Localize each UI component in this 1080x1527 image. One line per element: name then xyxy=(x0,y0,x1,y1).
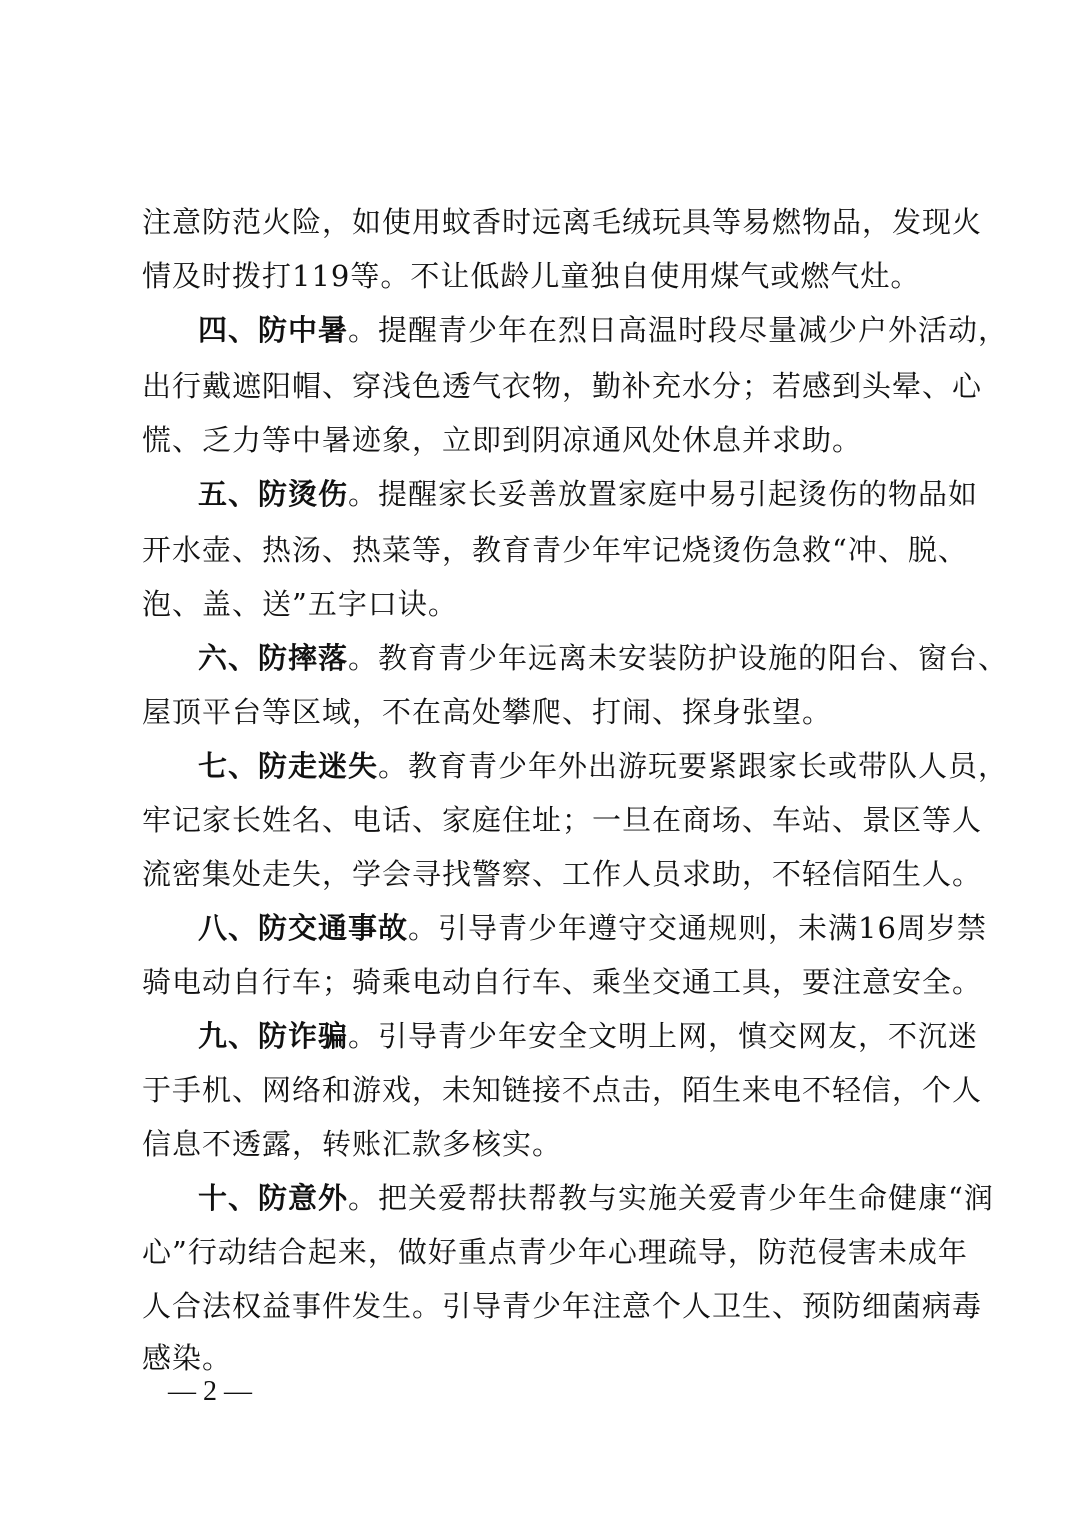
section-heading: 九、防诈骗 xyxy=(198,1019,349,1053)
section-first-line xyxy=(198,1178,994,1218)
section-first-line xyxy=(198,908,987,948)
section-first-line xyxy=(198,1016,979,1056)
body-text-line: 流密集处走失，学会寻找警察、工作人员求助，不轻信陌生人。 xyxy=(142,857,983,891)
section-first-line xyxy=(198,474,979,514)
body-text-line: 心”行动结合起来，做好重点青少年心理疏导，防范侵害未成年 xyxy=(142,1235,968,1269)
section-text: 。教育青少年外出游玩要紧跟家长或带队人员， xyxy=(378,749,1009,783)
body-text-line: 于手机、网络和游戏，未知链接不点击，陌生来电不轻信，个人 xyxy=(142,1073,983,1107)
section-heading: 十、防意外 xyxy=(198,1181,349,1215)
section-first-line xyxy=(198,746,1009,786)
page-number: — 2 — xyxy=(168,1376,252,1407)
body-text-line: 情及时拨打119等。不让低龄儿童独自使用煤气或燃气灶。 xyxy=(142,259,921,293)
section-heading: 四、防中暑 xyxy=(198,313,349,347)
section-text: 。引导青少年安全文明上网，慎交网友，不沉迷 xyxy=(348,1019,979,1053)
section-heading: 八、防交通事故 xyxy=(198,911,409,945)
body-text-line: 人合法权益事件发生。引导青少年注意个人卫生、预防细菌病毒 xyxy=(142,1289,983,1323)
body-text-line: 出行戴遮阳帽、穿浅色透气衣物，勤补充水分；若感到头晕、心 xyxy=(142,369,983,403)
section-text: 。提醒青少年在烈日高温时段尽量减少户外活动， xyxy=(348,313,1009,347)
body-text-line: 感染。 xyxy=(142,1341,233,1375)
body-text-line: 牢记家长姓名、电话、家庭住址；一旦在商场、车站、景区等人 xyxy=(142,803,983,837)
section-text: 。教育青少年远离未安装防护设施的阳台、窗台、 xyxy=(348,641,1009,675)
section-heading: 五、防烫伤 xyxy=(198,477,349,511)
section-text: 。提醒家长妥善放置家庭中易引起烫伤的物品如 xyxy=(348,477,979,511)
section-text: 。引导青少年遵守交通规则，未满16周岁禁 xyxy=(408,911,987,945)
section-text: 。把关爱帮扶帮教与实施关爱青少年生命健康“润 xyxy=(348,1181,994,1215)
section-first-line xyxy=(198,638,1009,678)
body-text-line: 注意防范火险，如使用蚊香时远离毛绒玩具等易燃物品，发现火 xyxy=(142,205,983,239)
body-text-line: 慌、乏力等中暑迹象，立即到阴凉通风处休息并求助。 xyxy=(142,423,863,457)
body-text-line: 开水壶、热汤、热菜等，教育青少年牢记烧烫伤急救“冲、脱、 xyxy=(142,533,968,567)
section-heading: 六、防摔落 xyxy=(198,641,349,675)
body-text-line: 屋顶平台等区域，不在高处攀爬、打闹、探身张望。 xyxy=(142,695,833,729)
body-text-line: 泡、盖、送”五字口诀。 xyxy=(142,587,458,621)
section-heading: 七、防走迷失 xyxy=(198,749,379,783)
section-first-line xyxy=(198,310,1009,350)
body-text-line: 信息不透露，转账汇款多核实。 xyxy=(142,1127,563,1161)
body-text-line: 骑电动自行车；骑乘电动自行车、乘坐交通工具，要注意安全。 xyxy=(142,965,983,999)
